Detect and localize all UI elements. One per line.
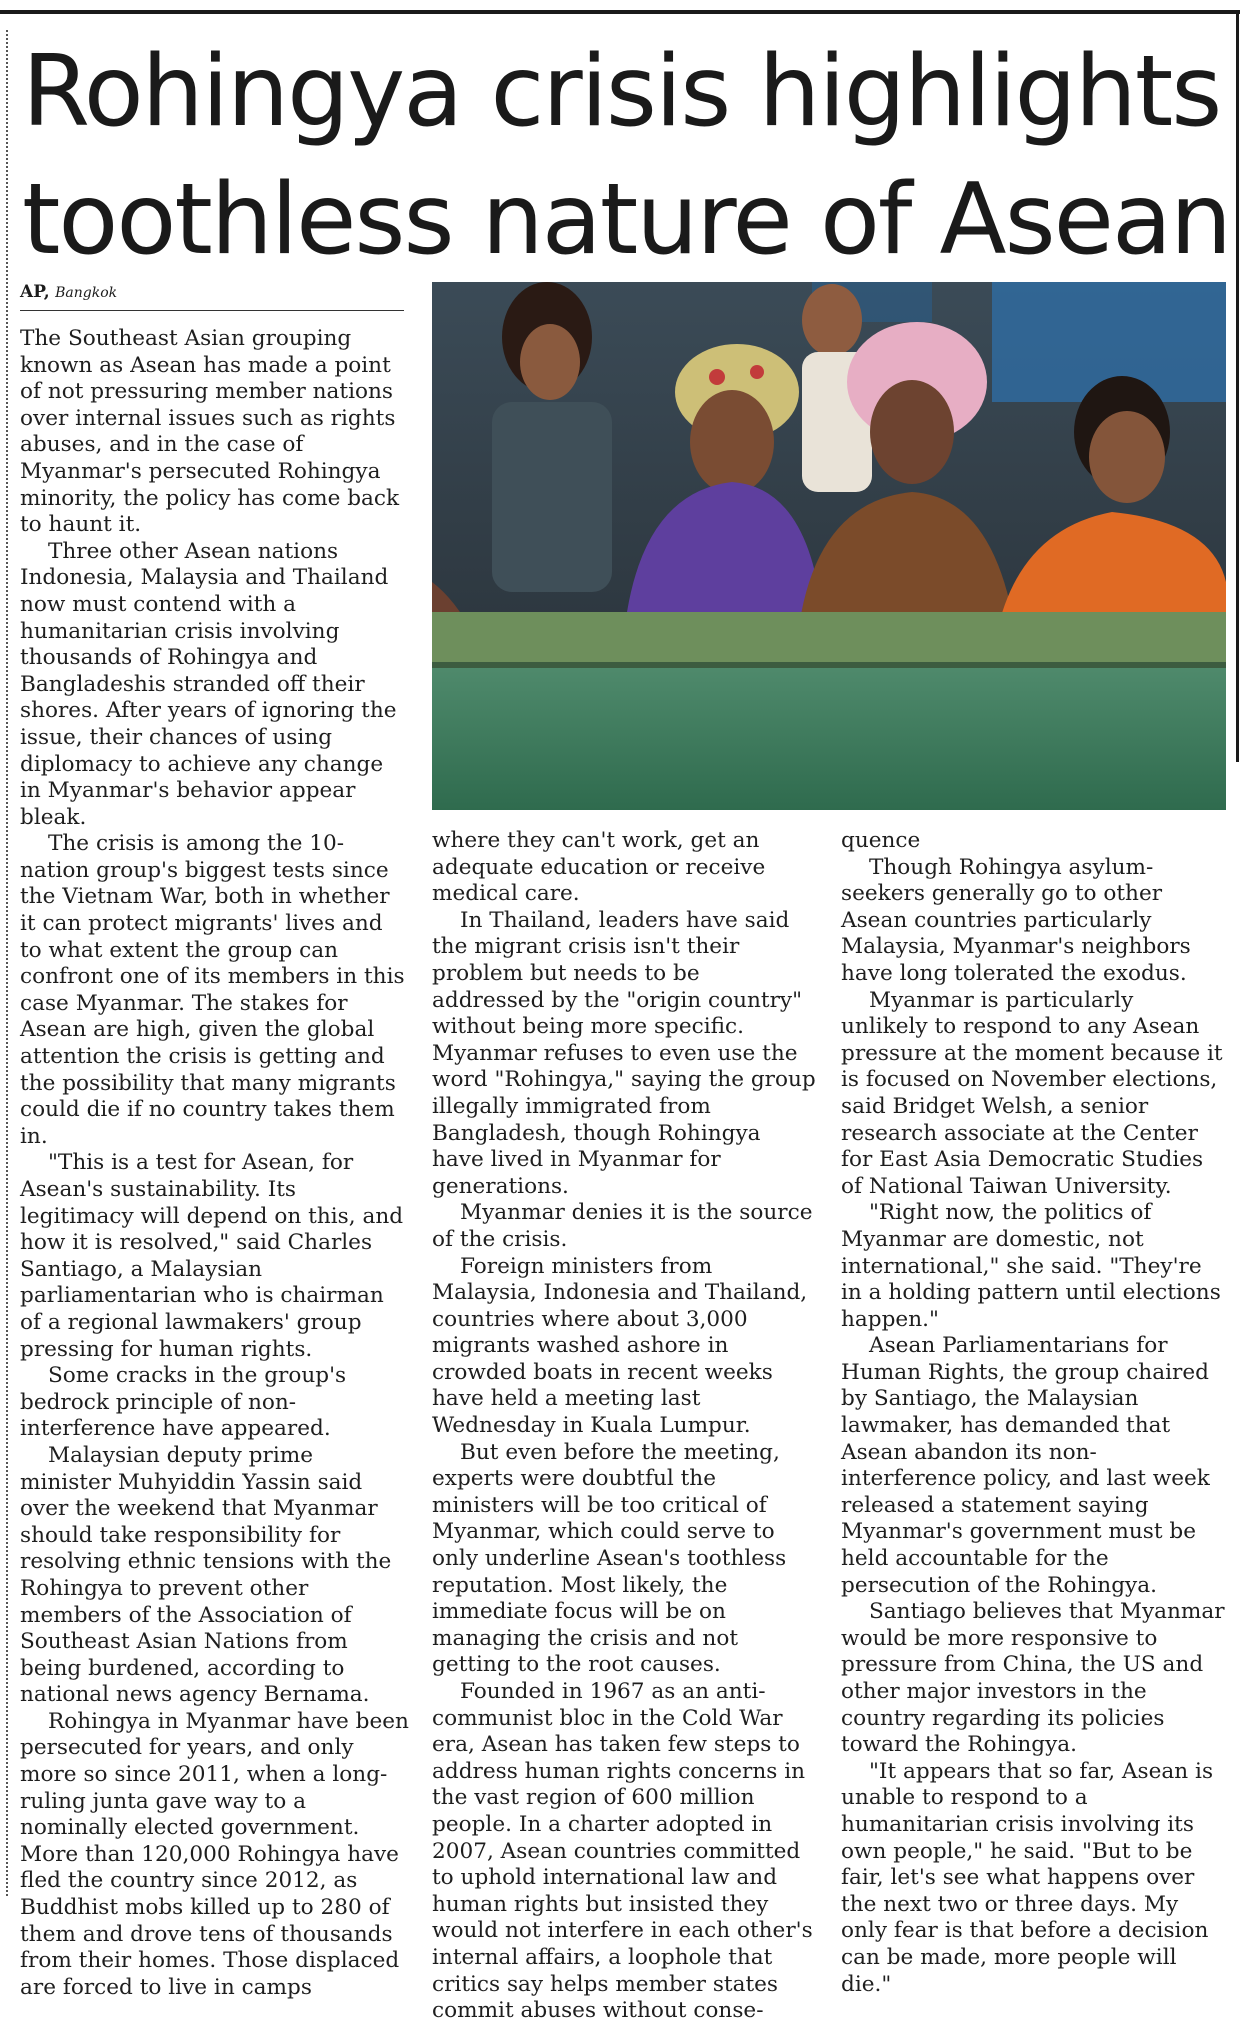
byline-source: AP,	[20, 282, 50, 302]
paragraph: Though Rohingya asylum-seekers generally go to other Asean countries particularly Malaysia, Myanmar's neighbors have long tolerated the exodus.	[841, 854, 1191, 986]
news-photo	[432, 282, 1226, 810]
paragraph: "This is a test for Asean, for Asean's sustainability. Its legitimacy will depend on this, and how it is resolved," said Charles Santiago, a Malaysian parliamentarian who is chairman of a regional lawmakers' group pressing for human rights.	[20, 1150, 404, 1362]
article-column-2	[432, 828, 816, 2025]
paragraph: Foreign ministers from Malaysia, Indonesia and Thailand, countries where about 3,000 migrants washed ashore in crowded boats in recent weeks have held a meeting last Wednesday in Kuala Lumpur.	[432, 1253, 808, 1439]
paragraph: Founded in 1967 as an anti-communist bloc in the Cold War era, Asean has taken few steps to address human rights concerns in the vast region of 600 million people. In a charter adopted in 2007, Asean countries committed to uphold international law and human rights but insisted they would not interfere in each other's internal affairs, a loophole that critics say helps member states commit abuses without conse-	[432, 1679, 813, 2024]
dotted-margin-rule	[6, 30, 8, 1896]
paragraph: Myanmar denies it is the source of the crisis.	[432, 1200, 813, 1252]
article-column-3	[841, 828, 1226, 1998]
paragraph: quence	[841, 828, 921, 853]
paragraph: Santiago believes that Myanmar would be more responsive to pressure from China, the US and other major investors in the country regarding its policies toward the Rohingya.	[841, 1599, 1225, 1758]
headline: Rohingya crisis highlights toothless nature of Asean	[22, 35, 1231, 277]
paragraph: Some cracks in the group's bedrock principle of non-interference have appeared.	[20, 1363, 347, 1442]
paragraph: But even before the meeting, experts were doubtful the ministers will be too critical of Myanmar, which could serve to only underline Asean's toothless reputation. Most likely, the immediate focus will be on managing the crisis and not getting to the root causes.	[432, 1439, 787, 1678]
paragraph: "Right now, the politics of Myanmar are domestic, not international," she said. "They're in a holding pattern until elections happen."	[841, 1200, 1221, 1332]
paragraph: Malaysian deputy prime minister Muhyiddin Yassin said over the weekend that Myanmar should take responsibility for resolving ethnic tensions with the Rohingya to prevent other members of the Association of Southeast Asian Nations from being burdened, according to national news agency Bernama.	[20, 1442, 392, 1708]
paragraph: "It appears that so far, Asean is unable to respond to a humanitarian crisis involving its own people," he said. "But to be fair, let's see what happens over the next two or three days. My only fear is that before a decision can be made, more people will die."	[841, 1758, 1214, 1997]
paragraph: Myanmar is particularly unlikely to respond to any Asean pressure at the moment because it is focused on November elections, said Bridget Welsh, a senior research associate at the Center for East Asia Democratic Studies of National Taiwan University.	[841, 987, 1223, 1199]
paragraph: Rohingya in Myanmar have been persecuted for years, and only more so since 2011, when a long-ruling junta gave way to a nominally elected government. More than 120,000 Rohingya have fled the country since 2012, as Buddhist mobs killed up to 280 of them and drove tens of thousands from their homes. Those displaced are forced to live in camps	[20, 1708, 409, 2000]
byline	[20, 282, 404, 311]
top-rule	[0, 10, 1240, 14]
paragraph: In Thailand, leaders have said the migrant crisis isn't their problem but needs to be addressed by the "origin country" without being more specific. Myanmar refuses to even use the word "Rohingya," saying the group illegally immigrated from Bangladesh, though Rohingya have lived in Myanmar for generations.	[432, 907, 816, 1199]
paragraph: Asean Parliamentarians for Human Rights, the group chaired by Santiago, the Malaysian lawmaker, has demanded that Asean abandon its non-interference policy, and last week released a statement saying Myanmar's government must be held accountable for the persecution of the Rohingya.	[841, 1333, 1210, 1598]
article-column-1	[20, 326, 410, 2001]
paragraph: The Southeast Asian grouping known as Asean has made a point of not pressuring member nations over internal issues such as rights abuses, and in the case of Myanmar's persecuted Rohingya minority, the policy has come back to haunt it.	[20, 326, 400, 538]
paragraph: where they can't work, get an adequate education or receive medical care.	[432, 828, 766, 907]
byline-location: Bangkok	[55, 285, 118, 301]
right-rule	[1236, 10, 1239, 762]
paragraph: Three other Asean nations Indonesia, Malaysia and Thailand now must contend with a humanitarian crisis involving thousands of Rohingya and Bangladeshis stranded off their shores. After years of ignoring the issue, their chances of using diplomacy to achieve any change in Myanmar's behavior appear bleak.	[20, 538, 397, 830]
photo-illustration	[432, 282, 1226, 810]
paragraph: The crisis is among the 10-nation group's biggest tests since the Vietnam War, both in whether it can protect migrants' lives and to what extent the group can confront one of its members in this case Myanmar. The stakes for Asean are high, given the global attention the crisis is getting and the possibility that many migrants could die if no country takes them in.	[20, 831, 405, 1149]
